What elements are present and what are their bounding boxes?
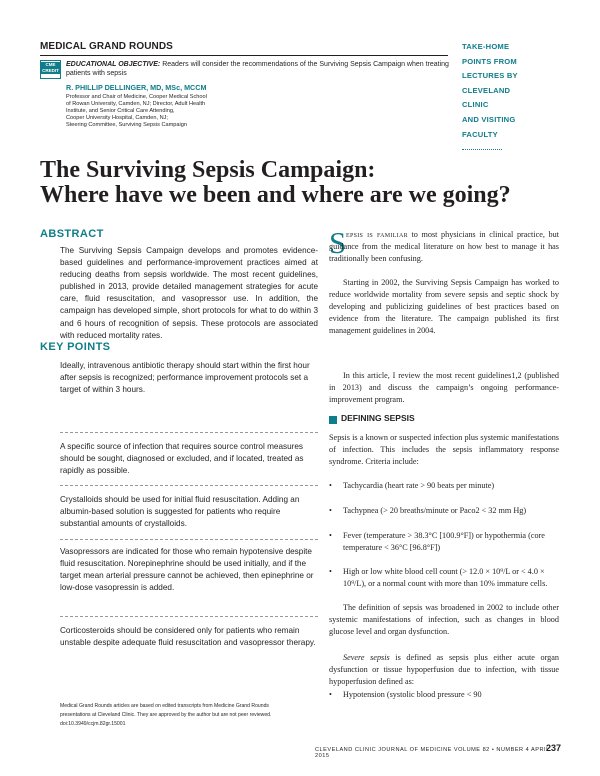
- intro-paragraph-2: Starting in 2002, the Surviving Sepsis Campaign has worked to reduce worldwide mortality from severe sepsis and septic shock by developing and publicizing guidelines of best practices based on evidence from the literature. The campaign published its first management guidelines in 2004.: [329, 278, 559, 336]
- affiliation-line: Professor and Chair of Medicine, Cooper Medical School: [66, 94, 207, 100]
- criteria-text: Tachycardia (heart rate > 90 beats per minute): [343, 481, 495, 490]
- bullet-icon: •: [329, 567, 332, 576]
- affiliation-line: of Rowan University, Camden, NJ; Director, Adult Health: [66, 101, 206, 107]
- cme-badge-subtext: CREDIT: [42, 68, 59, 73]
- abstract-heading: ABSTRACT: [40, 228, 104, 240]
- journal-footer: CLEVELAND CLINIC JOURNAL OF MEDICINE VOLUME 82 • NUMBER 4 APRIL 2015: [315, 747, 550, 759]
- title-line-1: The Surviving Sepsis Campaign:: [40, 157, 376, 183]
- severe-sepsis-paragraph: [329, 652, 559, 688]
- intro-text: to most physicians in clinical practice, but guidance from the medical literature on how best to manage it has traditionally been confusing.: [329, 230, 559, 264]
- key-point: A specific source of infection that requires source control measures should be sought, diagnosed or excluded, and if located, treated as rapidly as possible.: [60, 442, 304, 476]
- bullet-icon: •: [329, 531, 332, 540]
- title-line-2: Where have we been and where are we going?: [40, 182, 511, 208]
- cme-badge-text: CME: [41, 62, 60, 68]
- key-point-divider: [60, 616, 318, 617]
- criteria-text: High or low white blood cell count (> 12.0 × 10⁹/L or < 4.0 × 10⁹/L), or a normal count with more than 10% immature cells.: [343, 567, 548, 589]
- intro-paragraph-1: [329, 225, 559, 265]
- intro-paragraph-3: In this article, I review the most recent guidelines1,2 (published in 2013) and discuss the campaign’s ongoing performance-improvement program.: [329, 371, 559, 405]
- educational-objective: [66, 60, 451, 78]
- key-point-divider: [60, 539, 318, 540]
- bullet-icon: •: [329, 690, 332, 699]
- key-point: Crystalloids should be used for initial fluid resuscitation. Adding an albumin-based solution is suggested for patients who require substantial amounts of crystalloids.: [60, 495, 300, 529]
- severe-sepsis-text: is defined as sepsis plus either acute organ dysfunction or tissue hypoperfusion due to infection, with tissue hypoperfusion defined as:: [329, 653, 559, 687]
- intro-small-caps: epsis is familiar: [346, 230, 408, 239]
- footnote-line: Medical Grand Rounds articles are based on edited transcripts from Medicine Grand Rounds: [60, 703, 269, 709]
- defining-sepsis-heading: DEFINING SEPSIS: [341, 413, 415, 423]
- affiliation-line: Institute, and Senior Critical Care Attending,: [66, 108, 175, 114]
- sidebar-line: CLINIC: [462, 100, 489, 110]
- redefinition-paragraph: The definition of sepsis was broadened in 2002 to include other systemic manifestations of infection, such as changes in blood glucose level and organ dysfunction.: [329, 603, 559, 637]
- sidebar-tagline: [462, 40, 542, 142]
- key-points-heading: KEY POINTS: [40, 341, 111, 353]
- sidebar-line: FACULTY: [462, 129, 498, 139]
- sidebar-line: LECTURES BY: [462, 71, 518, 81]
- bullet-icon: •: [329, 506, 332, 515]
- section-rule: [40, 55, 448, 56]
- page-number: 237: [546, 743, 562, 753]
- abstract-text: The Surviving Sepsis Campaign develops and promotes evidence-based guidelines and performance-improvement practices aimed at reducing deaths from sepsis worldwide. The most recent guidelines, published in 2013, provide detailed management strategies for acute care, fluid resuscitation, and vasopressor use. In addition, the campaign has developed simple, short protocols for what to do within 3 and 6 hours of recognition of sepsis. These protocols are associated with reduced mortality rates.: [60, 246, 318, 340]
- sidebar-line: TAKE-HOME: [462, 42, 510, 51]
- section-square-icon: [329, 416, 337, 424]
- bullet-icon: •: [329, 481, 332, 490]
- footnote-line: presentations at Cleveland Clinic. They are approved by the author but are not peer reviewed.: [60, 712, 272, 719]
- key-point: Corticosteroids should be considered only for patients who remain unstable despite adequate fluid resuscitation and vasopressor therapy.: [60, 626, 316, 648]
- affiliation-line: Cooper University Hospital, Camden, NJ;: [66, 115, 168, 121]
- article-title: [40, 158, 560, 208]
- cme-badge-icon: [40, 60, 61, 79]
- sidebar-line: AND VISITING: [462, 114, 516, 124]
- key-point-divider: [60, 485, 318, 486]
- criteria-text: Tachypnea (> 20 breaths/minute or Paco2 < 32 mm Hg): [343, 506, 527, 515]
- footnote: [60, 702, 310, 729]
- sidebar-dotted-rule: [462, 149, 502, 150]
- key-point: Vasopressors are indicated for those who remain hypotensive despite fluid resuscitation. Norepinephrine should be used initially, and if the target mean arterial pressure cannot be achieved, then epinephrine or low-dose vasopressin is added.: [60, 547, 314, 593]
- key-point-divider: [60, 432, 318, 433]
- defining-sepsis-text: Sepsis is a known or suspected infection plus systemic manifestations of infection. This includes the sepsis inflammatory response syndrome. Criteria include:: [329, 433, 559, 467]
- severe-sepsis-term: Severe sepsis: [343, 653, 390, 662]
- objective-text: Readers will consider the recommendations of the Surviving Sepsis Campaign when treating patients with sepsis: [66, 61, 449, 77]
- affiliation-line: Steering Committee, Surviving Sepsis Campaign: [66, 122, 187, 128]
- drop-cap: S: [329, 225, 347, 260]
- key-point: Ideally, intravenous antibiotic therapy should start within the first hour after sepsis is recognized; performance improvement protocols set a target of within 3 hours.: [60, 361, 310, 395]
- criteria-text: Hypotension (systolic blood pressure < 90: [343, 690, 482, 699]
- sidebar-line: CLEVELAND: [462, 85, 511, 95]
- sidebar-line: POINTS FROM: [462, 56, 517, 66]
- footnote-doi: doi:10.3949/ccjm.82gr.15001: [60, 721, 126, 728]
- author-name: R. PHILLIP DELLINGER, MD, MSc, MCCM: [66, 83, 207, 92]
- criteria-text: Fever (temperature > 38.3°C [100.9°F]) or hypothermia (core temperature < 36°C [96.8°F]): [343, 531, 545, 553]
- objective-label: EDUCATIONAL OBJECTIVE:: [66, 61, 161, 68]
- section-label: MEDICAL GRAND ROUNDS: [40, 41, 173, 52]
- author-affiliation: [66, 94, 266, 129]
